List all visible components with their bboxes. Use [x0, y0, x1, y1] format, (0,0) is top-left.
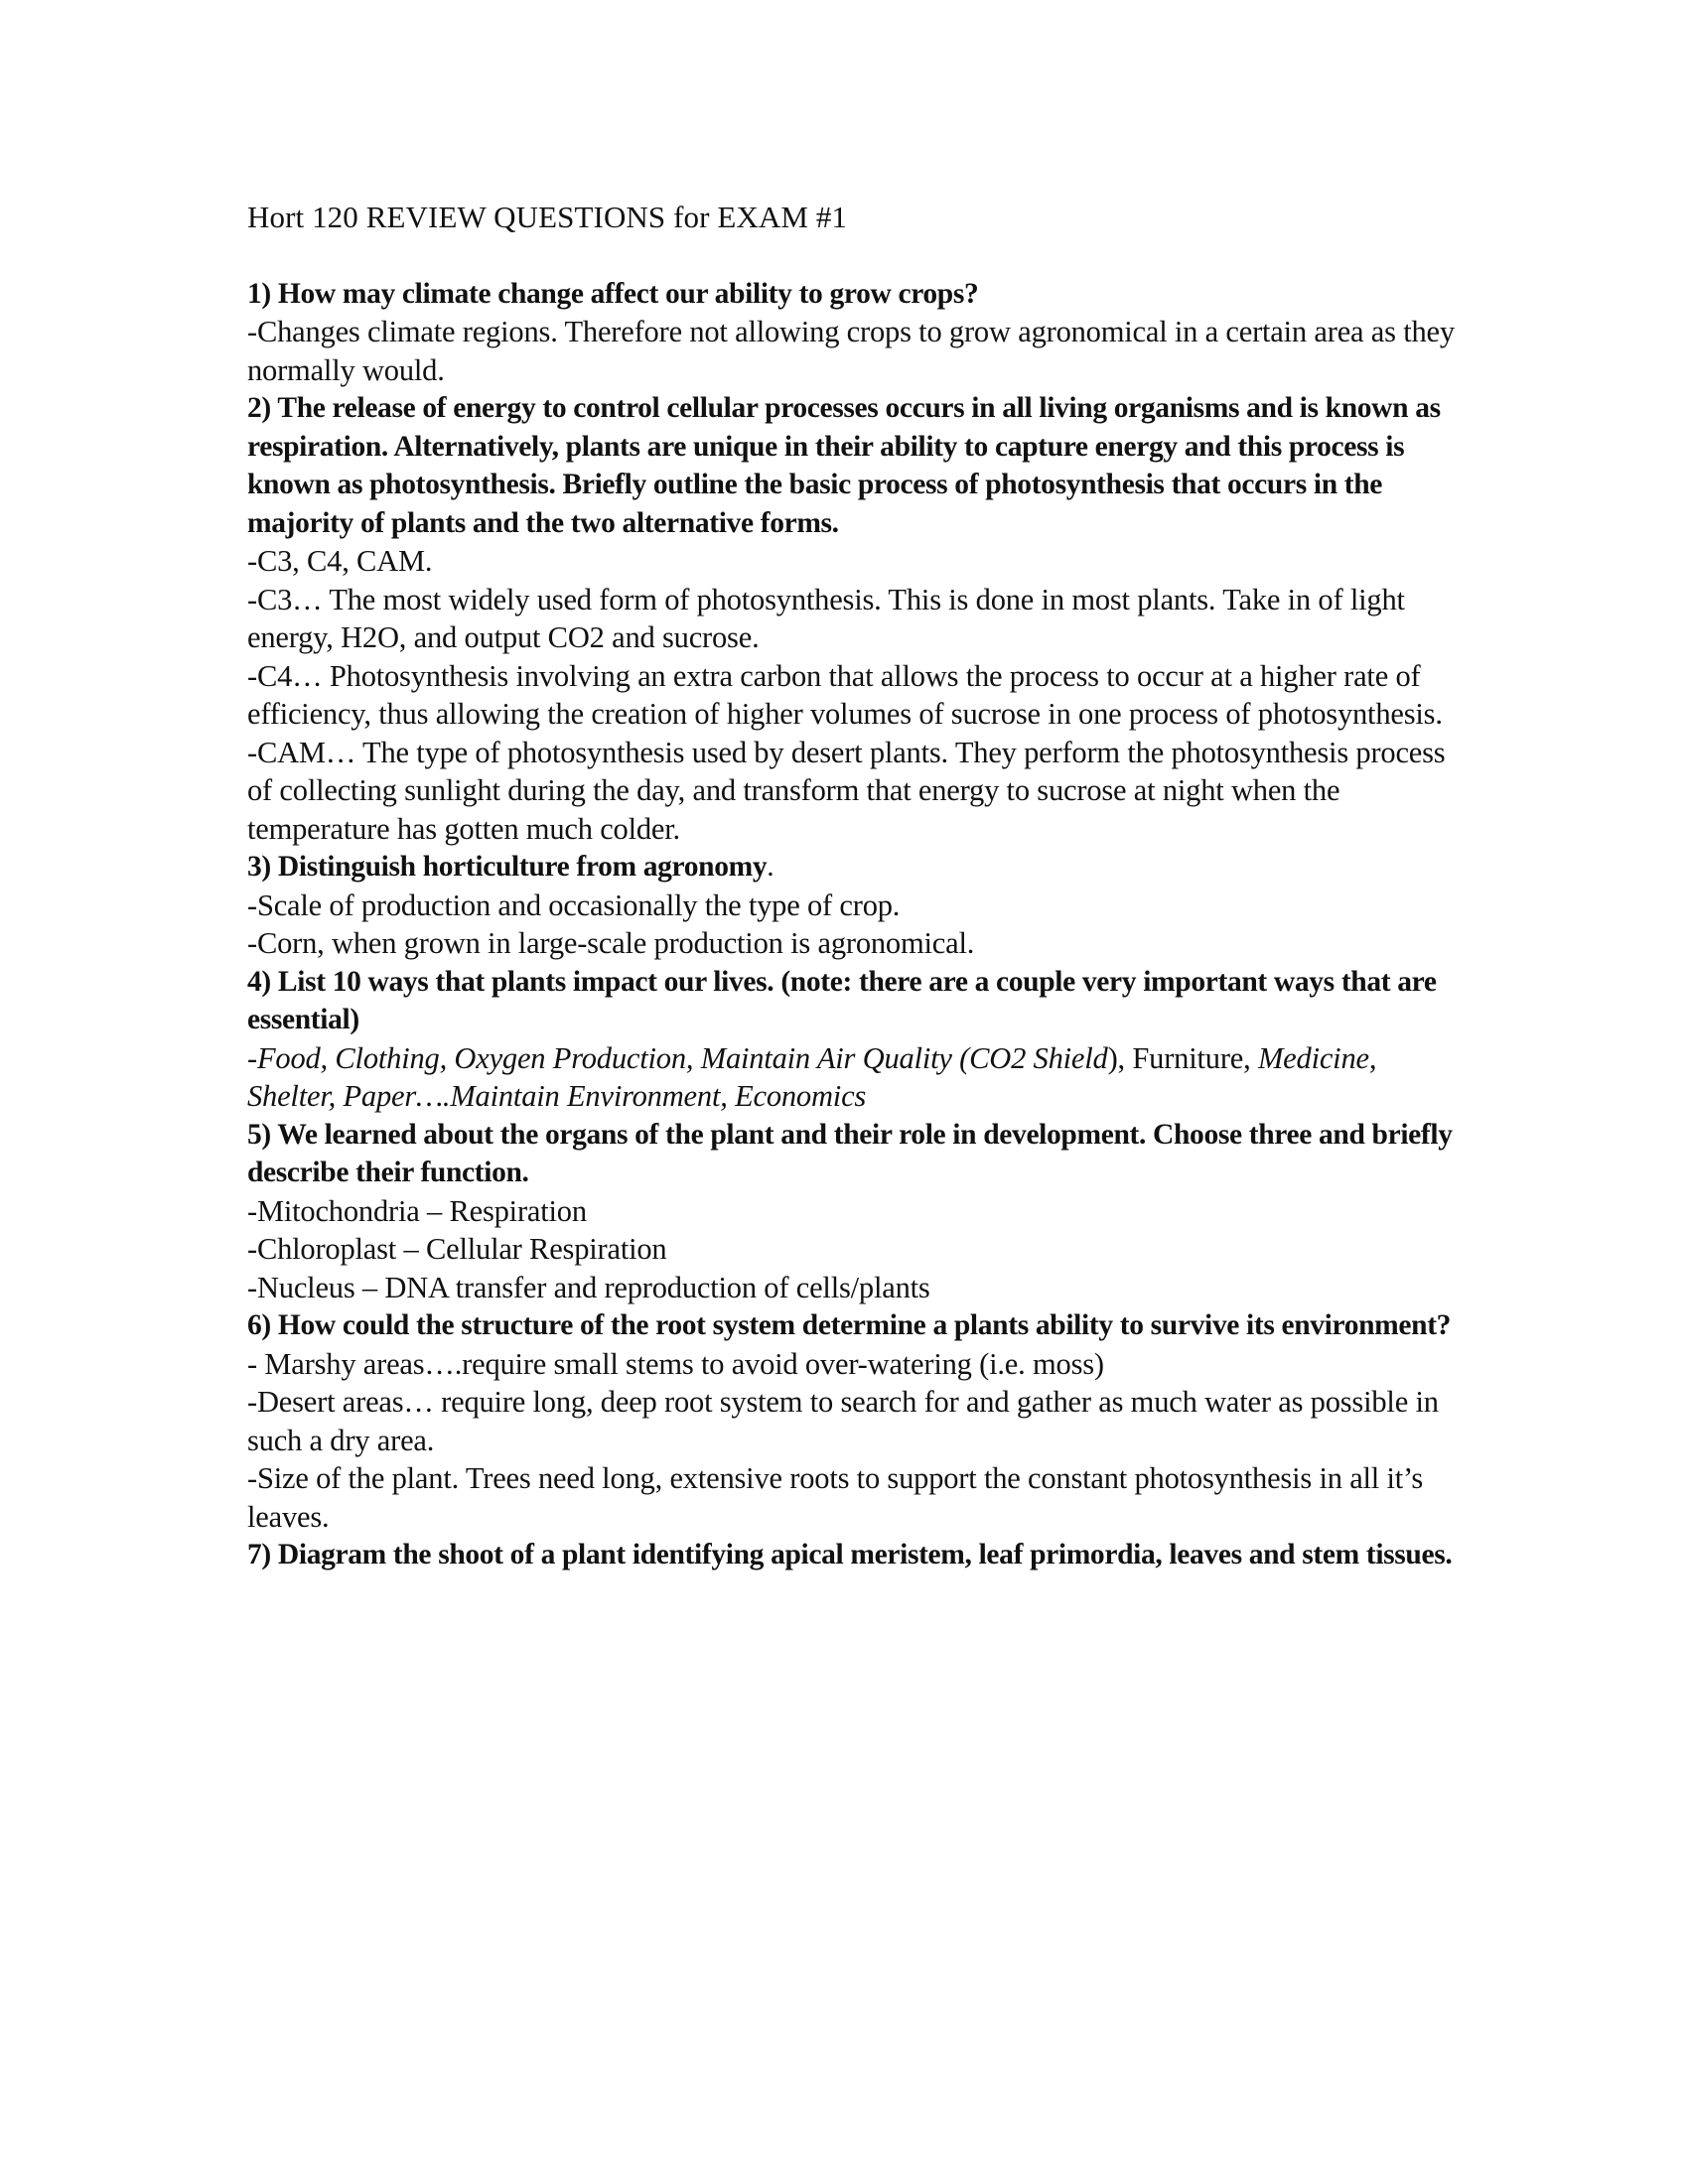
answer-4-plain-1: ), Furniture,	[1107, 1040, 1258, 1075]
answer-5-1: -Mitochondria – Respiration	[247, 1193, 587, 1228]
answer-5-3: -Nucleus – DNA transfer and reproduction of cells/plants	[247, 1270, 930, 1304]
question-7-text: 7) Diagram the shoot of a plant identifying apical meristem, leaf primordia, leaves and stem tissues.	[247, 1539, 1453, 1570]
answer-5-2: -Chloroplast – Cellular Respiration	[247, 1232, 667, 1266]
answer-2-4: -CAM… The type of photosynthesis used by desert plants. They perform the photosynthesis process of collecting sunlight during the day, and transform that energy to sucrose at night when the temperature has gotten much colder.	[247, 735, 1446, 846]
answer-6-2: -Desert areas… require long, deep root system to search for and gather as much water as possible in such a dry area.	[247, 1385, 1439, 1457]
answer-4-italic-1: Food, Clothing, Oxygen Production, Maintain Air Quality (CO2 Shield	[256, 1040, 1108, 1075]
question-block-2	[247, 389, 1459, 848]
question-block-1	[247, 275, 1459, 390]
question-4-text: 4) List 10 ways that plants impact our lives. (note: there are a couple very important ways that are essential)	[247, 965, 1437, 1035]
answer-4-italic-2: Medicine, Shelter, Paper….Maintain Environment, Economics	[247, 1040, 1377, 1113]
answer-3-1: -Scale of production and occasionally the type of crop.	[247, 887, 901, 922]
question-block-3	[247, 848, 1459, 963]
question-block-7	[247, 1536, 1459, 1574]
question-3-label: 3) Distinguish horticulture from agronomy	[247, 851, 768, 883]
question-block-6	[247, 1306, 1459, 1536]
answer-6-1: - Marshy areas….require small stems to avoid over-watering (i.e. moss)	[247, 1346, 1104, 1381]
answer-2-3: -C4… Photosynthesis involving an extra carbon that allows the process to occur at a higher rate of efficiency, thus allowing the creation of higher volumes of sucrose in one process of photosynthesis.	[247, 658, 1443, 731]
question-block-5	[247, 1116, 1459, 1307]
answer-6-3: -Size of the plant. Trees need long, extensive roots to support the constant photosynthesis in all it’s leaves.	[247, 1461, 1424, 1534]
answer-2-1: -C3, C4, CAM.	[247, 544, 433, 578]
question-6-text: 6) How could the structure of the root system determine a plants ability to survive its environment?	[247, 1309, 1452, 1341]
question-3-text	[247, 848, 1459, 887]
question-2-text: 2) The release of energy to control cellular processes occurs in all living organisms and is known as respiration. Alternatively, plants are unique in their ability to capture energy and this process is known as photosynthesis. Briefly outline the basic process of photosynthesis that occurs in the majority of plants and the two alternative forms.	[247, 392, 1441, 539]
question-3-suffix: .	[767, 851, 774, 883]
question-5-text: 5) We learned about the organs of the plant and their role in development. Choose three and briefly describe their function.	[247, 1118, 1453, 1188]
document-page	[247, 199, 1459, 1574]
answer-4-lead: -	[247, 1040, 257, 1075]
answer-3-2: -Corn, when grown in large-scale production is agronomical.	[247, 926, 975, 960]
answer-2-2: -C3… The most widely used form of photosynthesis. This is done in most plants. Take in of light energy, H2O, and output CO2 and sucrose.	[247, 582, 1405, 654]
question-1-text: 1) How may climate change affect our ability to grow crops?	[247, 277, 979, 310]
question-block-4	[247, 963, 1459, 1116]
answer-1-1: -Changes climate regions. Therefore not allowing crops to grow agronomical in a certain area as they normally would.	[247, 315, 1455, 387]
document-title: Hort 120 REVIEW QUESTIONS for EXAM #1	[247, 200, 848, 234]
answer-4-1	[247, 1039, 1459, 1116]
